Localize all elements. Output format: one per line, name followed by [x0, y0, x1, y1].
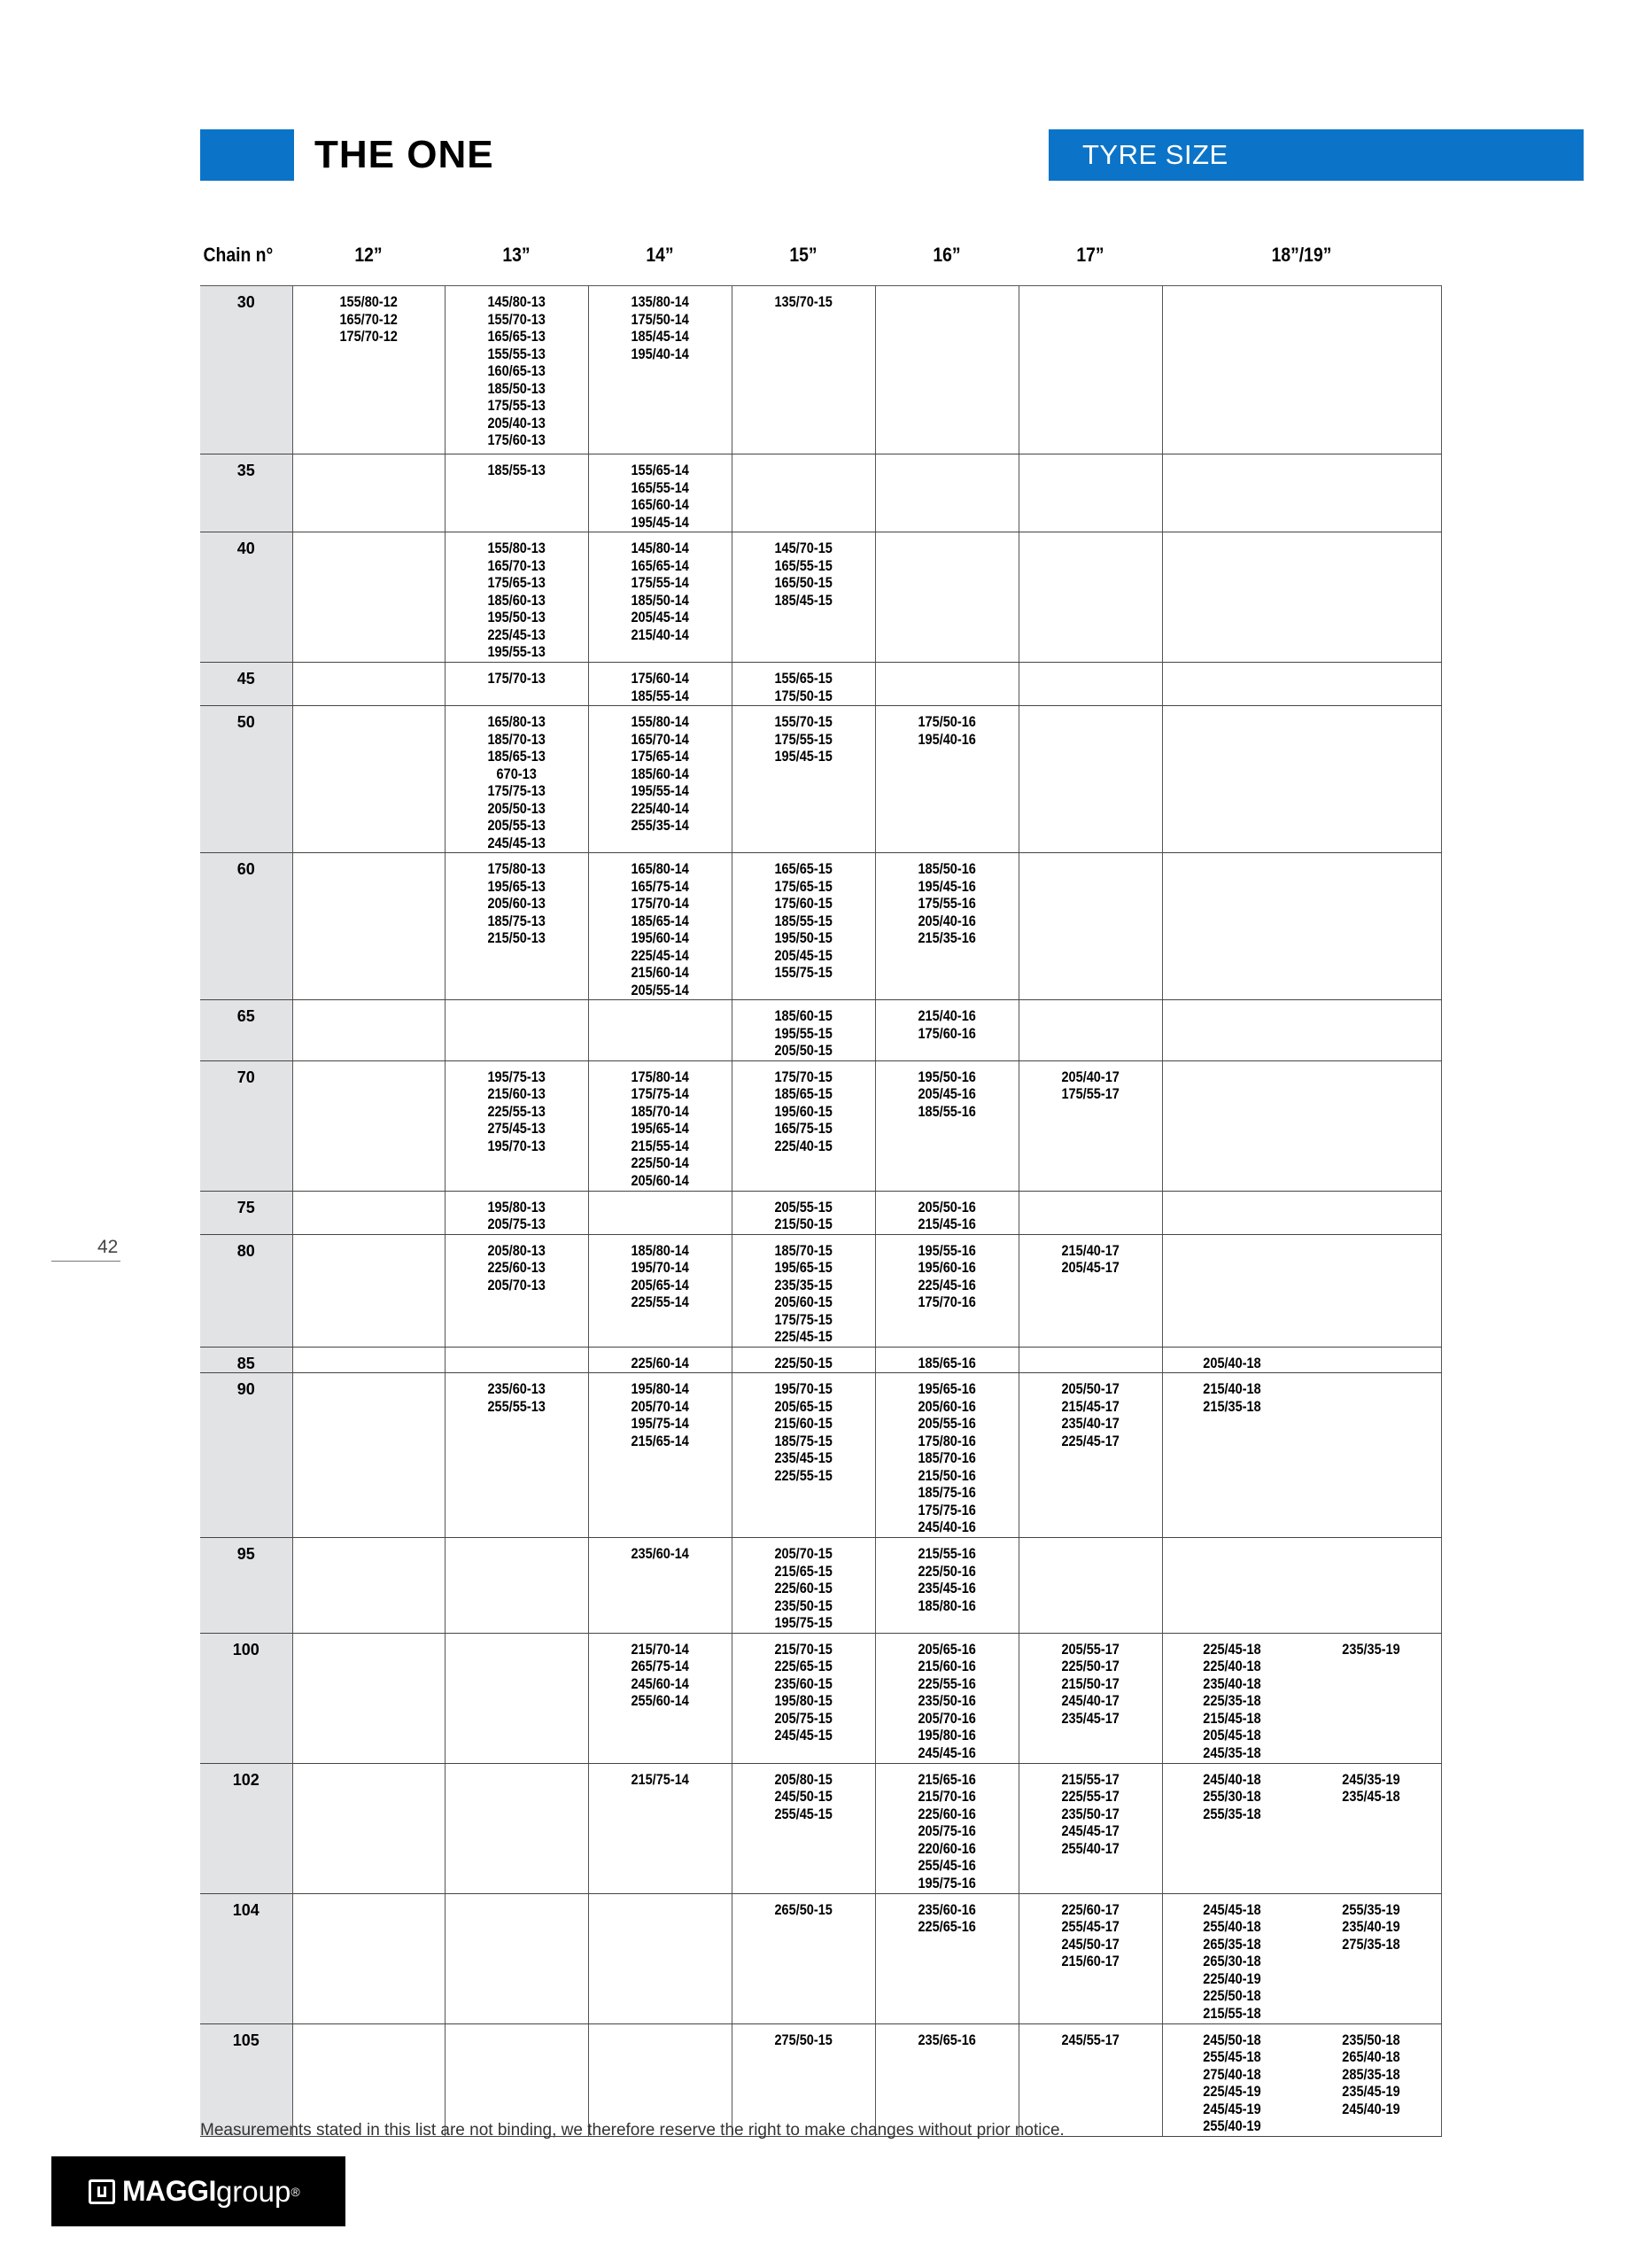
size-cell-16 [875, 286, 1019, 454]
tyre-size-list: 165/80-13 185/70-13 185/65-13 670-13 175/75-13 205/50-13 205/55-13 245/45-13 [487, 714, 546, 851]
tyre-size-list: 185/60-15 195/55-15 205/50-15 [774, 1008, 833, 1059]
size-cell-14 [588, 286, 732, 454]
chain-number: 65 [200, 1000, 292, 1061]
size-cell-15 [732, 532, 875, 663]
tyre-size-list: 155/65-14 165/55-14 165/60-14 195/45-14 [631, 462, 689, 531]
tyre-size-list: 135/80-14 175/50-14 185/45-14 195/40-14 [631, 294, 689, 362]
size-cell-17 [1019, 454, 1162, 532]
chain-number: 75 [200, 1191, 292, 1234]
tyre-size-list: 155/65-15 175/50-15 [774, 671, 833, 704]
tyre-size-list: 165/80-14 165/75-14 175/70-14 185/65-14 195/60-14 225/45-14 215/60-14 205/55-14 [631, 861, 689, 998]
size-cell-17 [1019, 1234, 1162, 1347]
size-cell-16 [875, 2023, 1019, 2136]
size-cell-13 [445, 2023, 588, 2136]
tyre-size-list: 205/70-15 215/65-15 225/60-15 235/50-15 195/75-15 [774, 1546, 833, 1631]
size-cell-18-19 [1162, 1234, 1441, 1347]
tyre-size-list: 195/65-16 205/60-16 205/55-16 175/80-16 185/70-16 215/50-16 185/75-16 175/75-16 245/40-16 [918, 1381, 976, 1535]
size-cell-14 [588, 2023, 732, 2136]
tyre-size-list: 165/65-15 175/65-15 175/60-15 185/55-15 195/50-15 205/45-15 155/75-15 [774, 861, 833, 981]
size-cell-17 [1019, 1763, 1162, 1893]
tyre-size-list-19: 235/35-19 [1342, 1641, 1400, 1658]
size-cell-12 [292, 2023, 445, 2136]
size-cell-15 [732, 1000, 875, 1061]
tyre-size-list: 175/70-15 185/65-15 195/60-15 165/75-15 225/40-15 [774, 1068, 833, 1154]
size-cell-12 [292, 454, 445, 532]
chain-number: 85 [200, 1347, 292, 1373]
size-cell-18-19 [1162, 1538, 1441, 1634]
size-cell-18-19 [1162, 1633, 1441, 1763]
size-cell-14 [588, 706, 732, 853]
size-cell-14 [588, 1347, 732, 1373]
chain-number: 95 [200, 1538, 292, 1634]
table-row [200, 1538, 1441, 1634]
tyre-size-list-18: 245/40-18 255/30-18 255/35-18 [1203, 1771, 1261, 1822]
size-cell-15 [732, 1060, 875, 1191]
logo-light-text: group [215, 2174, 291, 2208]
tyre-size-list: 155/80-14 165/70-14 175/65-14 185/60-14 195/55-14 225/40-14 255/35-14 [631, 714, 689, 834]
size-cell-13 [445, 706, 588, 853]
table-row [200, 286, 1441, 454]
table-row [200, 532, 1441, 663]
size-cell-17 [1019, 1347, 1162, 1373]
size-cell-16 [875, 1633, 1019, 1763]
size-cell-13 [445, 1763, 588, 1893]
column-header-13: 13” [453, 225, 580, 286]
tyre-size-list-19: 245/35-19 235/45-18 [1342, 1771, 1400, 1805]
tyre-size-list-18: 245/50-18 255/45-18 275/40-18 225/45-19 245/45-19 255/40-19 [1203, 2031, 1261, 2134]
size-cell-17 [1019, 853, 1162, 1000]
tyre-size-list: 185/70-15 195/65-15 235/35-15 205/60-15 175/75-15 225/45-15 [774, 1242, 833, 1345]
tyre-size-list: 155/70-15 175/55-15 195/45-15 [774, 714, 833, 765]
product-title: THE ONE [314, 133, 494, 176]
size-cell-13 [445, 1538, 588, 1634]
tyre-size-banner: TYRE SIZE [1049, 129, 1584, 181]
size-cell-12 [292, 1191, 445, 1234]
size-cell-15 [732, 1893, 875, 2023]
tyre-size-list-19 [1332, 1355, 1410, 1373]
chain-number: 100 [200, 1633, 292, 1763]
size-cell-18-19 [1162, 853, 1441, 1000]
tyre-size-list: 175/60-14 185/55-14 [631, 671, 689, 704]
size-cell-17 [1019, 1893, 1162, 2023]
chain-number: 30 [200, 286, 292, 454]
size-cell-14 [588, 1538, 732, 1634]
tyre-size-list: 235/65-16 [918, 2031, 976, 2048]
size-cell-18-19 [1162, 1000, 1441, 1061]
tyre-size-list: 145/80-13 155/70-13 165/65-13 155/55-13 160/65-13 185/50-13 175/55-13 205/40-13 175/60-13 [487, 294, 546, 448]
size-cell-12 [292, 1633, 445, 1763]
tyre-size-list: 245/55-17 [1061, 2031, 1120, 2048]
size-cell-13 [445, 663, 588, 706]
tyre-size-list: 215/40-17 205/45-17 [1061, 1242, 1120, 1276]
size-cell-12 [292, 532, 445, 663]
size-cell-14 [588, 1893, 732, 2023]
size-cell-18-19 [1162, 1763, 1441, 1893]
tyre-size-list-18: 215/40-18 215/35-18 [1203, 1381, 1261, 1415]
size-cell-16 [875, 1000, 1019, 1061]
column-header-16: 16” [884, 225, 1011, 286]
size-cell-15 [732, 1763, 875, 1893]
size-cell-13 [445, 286, 588, 454]
size-cell-17 [1019, 706, 1162, 853]
table-header-row [200, 225, 1441, 286]
size-cell-18-19 [1162, 1060, 1441, 1191]
size-cell-12 [292, 1347, 445, 1373]
chain-number: 45 [200, 663, 292, 706]
size-cell-12 [292, 1538, 445, 1634]
table-row [200, 1373, 1441, 1538]
size-cell-12 [292, 1234, 445, 1347]
size-cell-17 [1019, 1633, 1162, 1763]
size-cell-14 [588, 532, 732, 663]
page-number: 42 [97, 1237, 119, 1257]
table-row [200, 1763, 1441, 1893]
size-cell-18-19 [1162, 1191, 1441, 1234]
size-cell-12 [292, 1000, 445, 1061]
column-header-18-19: 18”/19” [1179, 225, 1424, 286]
tyre-size-list: 205/50-16 215/45-16 [918, 1199, 976, 1232]
size-cell-15 [732, 286, 875, 454]
maggigroup-logo [51, 2156, 345, 2226]
size-cell-15 [732, 1234, 875, 1347]
size-cell-12 [292, 1763, 445, 1893]
tyre-size-list: 185/80-14 195/70-14 205/65-14 225/55-14 [631, 1242, 689, 1310]
column-header-12: 12” [301, 225, 435, 286]
size-cell-14 [588, 663, 732, 706]
size-cell-14 [588, 853, 732, 1000]
tyre-size-list: 155/80-13 165/70-13 175/65-13 185/60-13 195/50-13 225/45-13 195/55-13 [487, 540, 546, 660]
size-cell-15 [732, 1191, 875, 1234]
tyre-size-list: 235/60-13 255/55-13 [487, 1381, 546, 1415]
tyre-size-list: 225/60-17 255/45-17 245/50-17 215/60-17 [1061, 1901, 1120, 1969]
size-cell-14 [588, 1633, 732, 1763]
size-cell-13 [445, 532, 588, 663]
size-cell-15 [732, 1538, 875, 1634]
size-cell-14 [588, 454, 732, 532]
size-cell-17 [1019, 1538, 1162, 1634]
chain-size-table [200, 225, 1442, 2137]
tyre-size-list-19 [1332, 1381, 1410, 1416]
tyre-size-list: 205/65-16 215/60-16 225/55-16 235/50-16 205/70-16 195/80-16 245/45-16 [918, 1641, 976, 1761]
tyre-size-list: 195/75-13 215/60-13 225/55-13 275/45-13 195/70-13 [487, 1068, 546, 1154]
size-cell-18-19 [1162, 1893, 1441, 2023]
chain-number: 40 [200, 532, 292, 663]
tyre-size-list: 175/70-13 [487, 671, 546, 687]
title-accent-block [200, 129, 294, 181]
tyre-size-list: 205/80-13 225/60-13 205/70-13 [487, 1242, 546, 1293]
size-cell-18-19 [1162, 454, 1441, 532]
size-cell-17 [1019, 1191, 1162, 1234]
chain-number: 60 [200, 853, 292, 1000]
size-cell-13 [445, 853, 588, 1000]
chain-number: 105 [200, 2023, 292, 2136]
tyre-size-list: 215/75-14 [631, 1771, 689, 1788]
size-cell-14 [588, 1373, 732, 1538]
tyre-size-list-18: 225/45-18 225/40-18 235/40-18 225/35-18 215/45-18 205/45-18 245/35-18 [1203, 1641, 1261, 1761]
chain-number: 104 [200, 1893, 292, 2023]
chain-number: 35 [200, 454, 292, 532]
size-cell-18-19 [1162, 706, 1441, 853]
column-header-17: 17” [1027, 225, 1154, 286]
tyre-size-list: 265/50-15 [774, 1901, 833, 1918]
tyre-size-list: 185/55-13 [487, 462, 546, 478]
tyre-size-list: 235/60-14 [631, 1546, 689, 1562]
size-cell-18-19 [1162, 532, 1441, 663]
logo-bold-text: MAGGI [122, 2175, 216, 2207]
size-cell-16 [875, 1373, 1019, 1538]
size-cell-18-19 [1162, 2023, 1441, 2136]
tyre-size-list: 195/70-15 205/65-15 215/60-15 185/75-15 235/45-15 225/55-15 [774, 1381, 833, 1484]
tyre-size-list: 205/40-17 175/55-17 [1061, 1068, 1120, 1102]
table-row [200, 454, 1441, 532]
tyre-size-list: 205/55-17 225/50-17 215/50-17 245/40-17 235/45-17 [1061, 1641, 1120, 1727]
size-cell-15 [732, 663, 875, 706]
size-cell-14 [588, 1191, 732, 1234]
tyre-size-list-18: 245/45-18 255/40-18 265/35-18 265/30-18 225/40-19 225/50-18 215/55-18 [1203, 1901, 1261, 2022]
size-cell-17 [1019, 1060, 1162, 1191]
size-cell-16 [875, 663, 1019, 706]
table-row [200, 1191, 1441, 1234]
tyre-size-list: 215/70-14 265/75-14 245/60-14 255/60-14 [631, 1641, 689, 1709]
size-cell-13 [445, 454, 588, 532]
size-cell-15 [732, 1633, 875, 1763]
column-header-15: 15” [740, 225, 867, 286]
column-header-chain: Chain n° [200, 225, 282, 286]
table-row [200, 2023, 1441, 2136]
size-cell-12 [292, 1893, 445, 2023]
size-cell-18-19 [1162, 663, 1441, 706]
tyre-size-list: 195/55-16 195/60-16 225/45-16 175/70-16 [918, 1242, 976, 1310]
size-cell-14 [588, 1060, 732, 1191]
size-cell-14 [588, 1000, 732, 1061]
tyre-size-list: 185/50-16 195/45-16 175/55-16 205/40-16 215/35-16 [918, 861, 976, 946]
size-cell-16 [875, 1347, 1019, 1373]
tyre-size-list: 215/55-17 225/55-17 235/50-17 245/45-17 255/40-17 [1061, 1771, 1120, 1857]
tyre-size-list-18: 205/40-18 [1203, 1355, 1261, 1371]
table-row [200, 853, 1441, 1000]
table-row [200, 706, 1441, 853]
tyre-size-list: 135/70-15 [774, 294, 833, 310]
tyre-size-list: 145/80-14 165/65-14 175/55-14 185/50-14 205/45-14 215/40-14 [631, 540, 689, 643]
size-cell-14 [588, 1763, 732, 1893]
size-cell-17 [1019, 1000, 1162, 1061]
tyre-size-list-19: 255/35-19 235/40-19 275/35-18 [1342, 1901, 1400, 1953]
tyre-size-list: 205/55-15 215/50-15 [774, 1199, 833, 1232]
size-cell-13 [445, 1000, 588, 1061]
page-number-rule [51, 1261, 120, 1262]
size-cell-13 [445, 1633, 588, 1763]
size-cell-12 [292, 1060, 445, 1191]
tyre-size-list: 215/40-16 175/60-16 [918, 1008, 976, 1042]
tyre-size-list: 235/60-16 225/65-16 [918, 1901, 976, 1935]
size-cell-16 [875, 853, 1019, 1000]
tyre-size-list: 195/50-16 205/45-16 185/55-16 [918, 1068, 976, 1120]
size-cell-15 [732, 853, 875, 1000]
size-cell-12 [292, 853, 445, 1000]
size-cell-13 [445, 1347, 588, 1373]
tyre-size-list: 155/80-12 165/70-12 175/70-12 [339, 294, 398, 345]
table-row [200, 1000, 1441, 1061]
table-row [200, 1234, 1441, 1347]
size-cell-15 [732, 706, 875, 853]
size-cell-13 [445, 1191, 588, 1234]
logo-registered-mark: ® [291, 2184, 300, 2199]
tyre-size-list: 195/80-13 205/75-13 [487, 1199, 546, 1232]
size-cell-13 [445, 1373, 588, 1538]
tyre-size-list: 225/60-14 [631, 1355, 689, 1371]
chain-number: 102 [200, 1763, 292, 1893]
tyre-size-list: 145/70-15 165/55-15 165/50-15 185/45-15 [774, 540, 833, 609]
tyre-size-list: 275/50-15 [774, 2031, 833, 2048]
tyre-size-list: 215/55-16 225/50-16 235/45-16 185/80-16 [918, 1546, 976, 1614]
table-row [200, 1893, 1441, 2023]
table-row [200, 1633, 1441, 1763]
tyre-size-list: 175/80-13 195/65-13 205/60-13 185/75-13 215/50-13 [487, 861, 546, 946]
chain-number: 80 [200, 1234, 292, 1347]
size-cell-15 [732, 1373, 875, 1538]
size-cell-17 [1019, 286, 1162, 454]
size-cell-18-19 [1162, 286, 1441, 454]
chain-number: 50 [200, 706, 292, 853]
tyre-size-list: 225/50-15 [774, 1355, 833, 1371]
size-cell-17 [1019, 663, 1162, 706]
size-cell-16 [875, 1763, 1019, 1893]
tyre-size-list-19: 235/50-18 265/40-18 285/35-18 235/45-19 245/40-19 [1342, 2031, 1400, 2117]
size-cell-13 [445, 1060, 588, 1191]
size-cell-16 [875, 1234, 1019, 1347]
size-cell-17 [1019, 1373, 1162, 1538]
size-cell-16 [875, 1060, 1019, 1191]
tyre-size-list: 185/65-16 [918, 1355, 976, 1371]
size-cell-13 [445, 1234, 588, 1347]
size-cell-15 [732, 2023, 875, 2136]
tyre-size-list: 205/80-15 245/50-15 255/45-15 [774, 1771, 833, 1822]
chain-number: 90 [200, 1373, 292, 1538]
size-cell-16 [875, 1191, 1019, 1234]
logo-mark-icon [89, 2179, 115, 2204]
tyre-size-list: 175/50-16 195/40-16 [918, 714, 976, 748]
size-cell-12 [292, 706, 445, 853]
size-cell-14 [588, 1234, 732, 1347]
size-cell-12 [292, 286, 445, 454]
column-header-14: 14” [597, 225, 724, 286]
tyre-size-list: 205/50-17 215/45-17 235/40-17 225/45-17 [1061, 1381, 1120, 1449]
size-cell-15 [732, 454, 875, 532]
size-cell-17 [1019, 532, 1162, 663]
size-cell-16 [875, 706, 1019, 853]
size-cell-12 [292, 663, 445, 706]
size-cell-17 [1019, 2023, 1162, 2136]
size-cell-16 [875, 1893, 1019, 2023]
size-cell-16 [875, 454, 1019, 532]
size-cell-16 [875, 1538, 1019, 1634]
tyre-size-list: 175/80-14 175/75-14 185/70-14 195/65-14 215/55-14 225/50-14 205/60-14 [631, 1068, 689, 1189]
tyre-size-list: 215/70-15 225/65-15 235/60-15 195/80-15 205/75-15 245/45-15 [774, 1641, 833, 1744]
chain-number: 70 [200, 1060, 292, 1191]
size-cell-18-19 [1162, 1347, 1441, 1373]
size-cell-12 [292, 1373, 445, 1538]
table-row [200, 1060, 1441, 1191]
table-row [200, 663, 1441, 706]
disclaimer-note: Measurements stated in this list are not binding, we therefore reserve the right to make changes without prior notice. [200, 2121, 1065, 2140]
size-cell-16 [875, 532, 1019, 663]
table-row [200, 1347, 1441, 1373]
size-cell-13 [445, 1893, 588, 2023]
tyre-size-list: 215/65-16 215/70-16 225/60-16 205/75-16 220/60-16 255/45-16 195/75-16 [918, 1771, 976, 1891]
size-cell-18-19 [1162, 1373, 1441, 1538]
tyre-size-list: 195/80-14 205/70-14 195/75-14 215/65-14 [631, 1381, 689, 1449]
size-cell-15 [732, 1347, 875, 1373]
